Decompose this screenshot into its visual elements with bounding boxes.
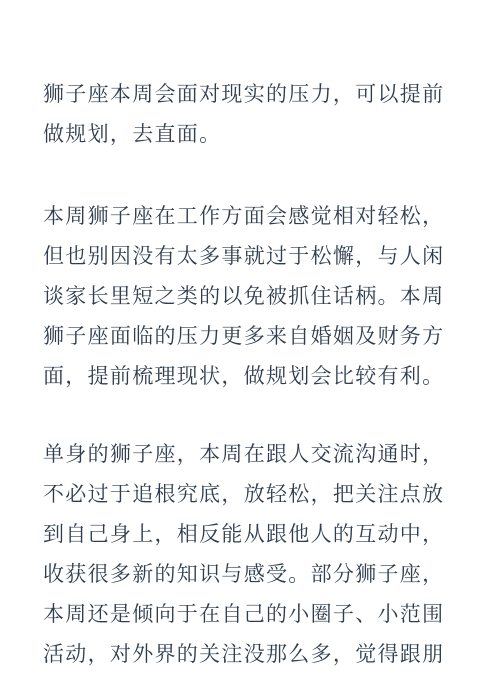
text-line: 本周狮子座在工作方面会感觉相对轻松，	[43, 204, 445, 228]
text-line: 但也别因没有太多事就过于松懈，与人闲	[43, 244, 445, 268]
text-line: 做规划，去直面。	[43, 122, 222, 146]
text-line: 本周还是倾向于在自己的小圈子、小范围	[43, 602, 445, 626]
text-line: 狮子座面临的压力更多来自婚姻及财务方	[43, 324, 445, 348]
text-line: 面，提前梳理现状，做规划会比较有利。	[43, 364, 445, 388]
paragraph-2	[43, 196, 444, 396]
text-line: 单身的狮子座，本周在跟人交流沟通时，	[43, 442, 445, 466]
text-line: 到自己身上，相反能从跟他人的互动中，	[43, 522, 445, 546]
paragraph-1	[43, 74, 444, 154]
text-line: 谈家长里短之类的以免被抓住话柄。本周	[43, 284, 445, 308]
paragraph-3	[43, 434, 444, 674]
text-line: 不必过于追根究底，放轻松，把关注点放	[43, 482, 445, 506]
text-line: 狮子座本周会面对现实的压力，可以提前	[43, 82, 445, 106]
text-line: 活动，对外界的关注没那么多，觉得跟朋	[43, 642, 445, 666]
text-line: 收获很多新的知识与感受。部分狮子座，	[43, 562, 445, 586]
